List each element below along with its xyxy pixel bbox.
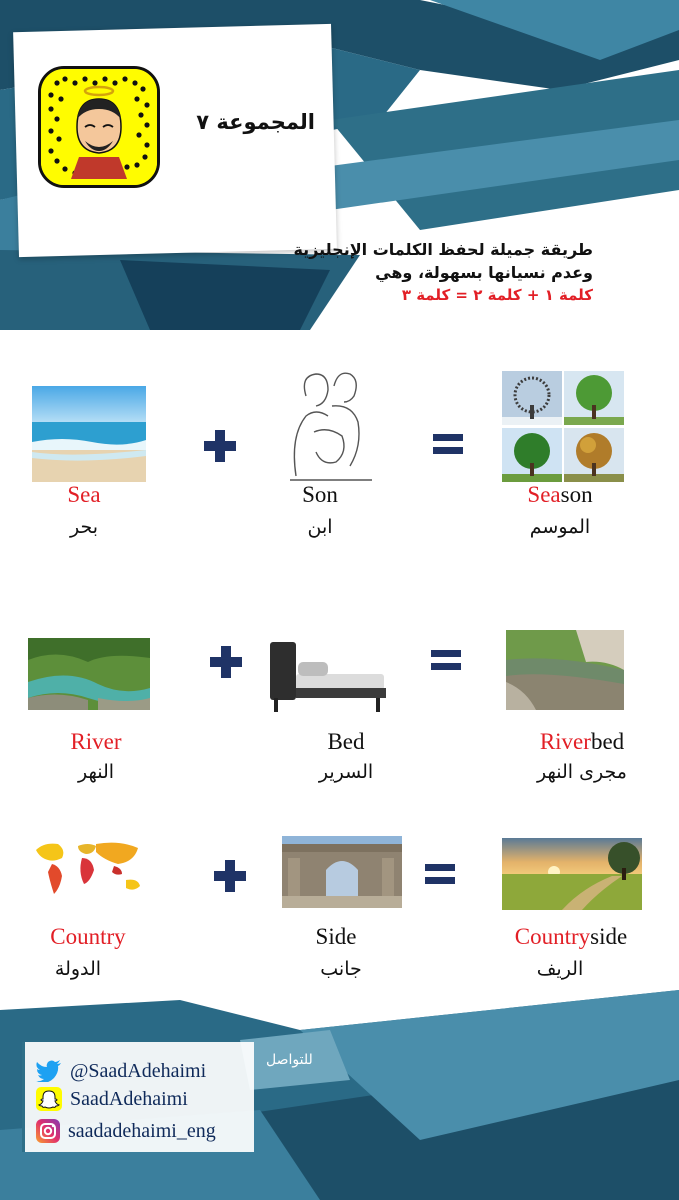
word-sea: Sea	[67, 482, 101, 507]
son-image	[276, 356, 386, 482]
word-countryside-second: side	[590, 924, 628, 949]
word-riverbed-second: bed	[590, 729, 625, 754]
equals-icon	[426, 640, 466, 680]
word-side-ar: جانب	[320, 958, 362, 980]
word-riverbed-ar: مجرى النهر	[537, 761, 627, 783]
word-son: Son	[302, 482, 338, 507]
equals-icon	[428, 424, 468, 464]
instagram-icon	[36, 1119, 60, 1143]
country-map-image	[30, 836, 148, 902]
plus-icon	[200, 426, 240, 466]
word-countryside-ar: الريف	[536, 958, 584, 980]
river-image	[28, 638, 150, 710]
bed-image	[268, 640, 388, 716]
word-riverbed	[512, 729, 652, 755]
twitter-handle[interactable]: @SaadAdehaimi	[70, 1059, 207, 1082]
group-title: المجموعة ٧	[196, 110, 315, 134]
word-side: Side	[315, 924, 357, 949]
word-season-second: son	[560, 482, 593, 507]
intro-text	[193, 238, 593, 306]
plus-icon	[210, 856, 250, 896]
word-season	[500, 482, 620, 508]
twitter-row[interactable]	[36, 1058, 206, 1084]
snapchat-row[interactable]	[36, 1086, 188, 1112]
word-river-ar: النهر	[77, 761, 115, 783]
intro-line-2: وعدم نسيانها بسهولة، وهي	[375, 263, 593, 282]
snapcode-icon	[41, 69, 157, 185]
word-countryside	[496, 924, 646, 950]
equals-icon	[420, 854, 460, 894]
word-riverbed-first: River	[539, 729, 591, 754]
word-son-ar: ابن	[307, 516, 333, 538]
riverbed-image	[506, 630, 624, 710]
plus-icon	[206, 642, 246, 682]
word-season-first: Sea	[527, 482, 561, 507]
intro-line-1: طريقة جميلة لحفظ الكلمات الإنجليزية	[293, 240, 593, 259]
word-country: Country	[50, 924, 126, 949]
word-country-ar: الدولة	[54, 958, 102, 980]
snapcode[interactable]	[38, 66, 160, 188]
word-season-ar: الموسم	[529, 516, 591, 538]
instagram-handle[interactable]: saadadehaimi_eng	[68, 1119, 216, 1142]
word-sea-ar: بحر	[69, 516, 99, 538]
intro-formula: كلمة ١ + كلمة ٢ = كلمة ٣	[401, 286, 593, 304]
countryside-image	[502, 838, 642, 910]
instagram-row[interactable]	[36, 1118, 216, 1144]
side-arch-image	[282, 836, 402, 908]
twitter-icon	[36, 1060, 62, 1082]
snapchat-handle[interactable]: SaadAdehaimi	[70, 1087, 188, 1110]
sea-image	[32, 386, 146, 482]
word-bed: Bed	[327, 729, 365, 754]
snapchat-icon	[36, 1087, 62, 1111]
contact-label: للتواصل	[266, 1052, 313, 1068]
word-river: River	[70, 729, 122, 754]
word-countryside-first: Country	[514, 924, 591, 949]
word-bed-ar: السرير	[318, 761, 374, 783]
season-image	[502, 371, 624, 482]
